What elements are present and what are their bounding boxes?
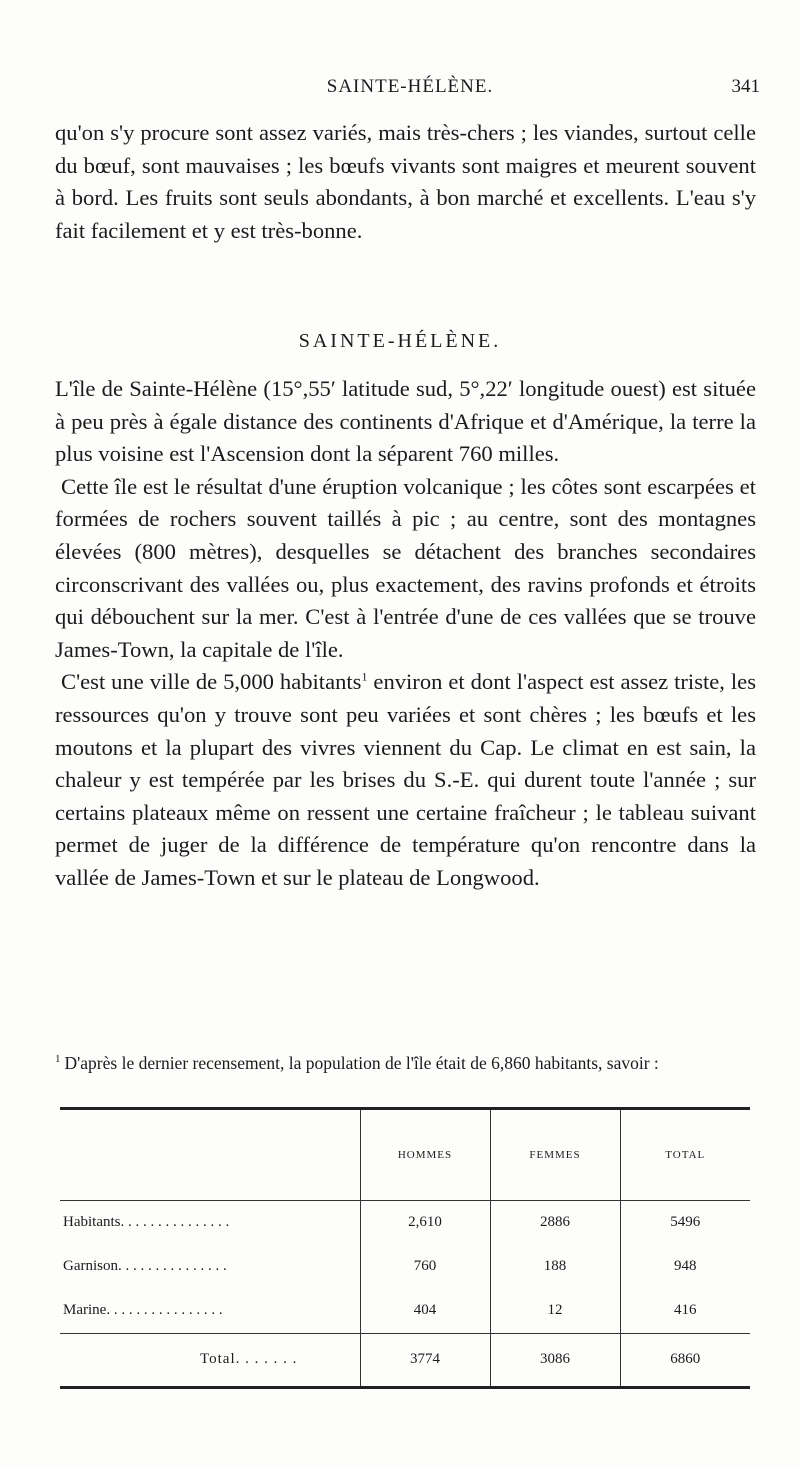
cell-total: 5496 <box>620 1201 750 1245</box>
cell-total: 416 <box>620 1289 750 1333</box>
paragraph-town <box>55 666 756 894</box>
total-total: 6860 <box>620 1333 750 1386</box>
row-label: Garnison. . . . . . . . . . . . . . . <box>63 1258 227 1275</box>
header-hommes: HOMMES <box>360 1110 490 1201</box>
header-femmes: FEMMES <box>490 1110 620 1201</box>
header-label-cell <box>60 1110 360 1201</box>
page-number: 341 <box>731 76 760 97</box>
total-label: Total. . . . . . . <box>60 1333 360 1386</box>
footnote-reference: 1 <box>361 669 368 684</box>
paragraph-geology: Cette île est le résultat d'une éruption volcanique ; les côtes sont escarpées et formées de rochers souvent taillés à pic ; au centre, sont des montagnes élevées (800 mètres), desquelles se détachent des branches secondaires circonscrivant des vallées ou, plus exactement, des ravins profonds et étroits qui débouchent sur la mer. C'est à l'entrée d'une de ces vallées que se trouve James-Town, la capitale de l'île. <box>55 473 756 662</box>
footnote-text: D'après le dernier recensement, la population de l'île était de 6,860 habitants, savoir : <box>64 1052 659 1073</box>
table-row <box>60 1245 750 1289</box>
footnote <box>55 1048 756 1074</box>
cell-hommes: 404 <box>360 1289 490 1333</box>
footnote-mark: 1 <box>55 1053 61 1065</box>
header-total: TOTAL <box>620 1110 750 1201</box>
table-header-row <box>60 1110 750 1201</box>
paragraph-text: qu'on s'y procure sont assez variés, mais très-chers ; les viandes, surtout celle du bœuf, sont mauvaises ; les bœufs vivants sont maigres et meurent souvent à bord. Les fruits sont seuls abondants, à bon marché et excellents. L'eau s'y fait facilement et y est très-bonne. <box>55 120 756 243</box>
paragraph-town-start: C'est une ville de 5,000 habitants <box>61 669 362 695</box>
table-total-row <box>60 1333 750 1386</box>
section-body <box>55 373 756 895</box>
paragraph-location: L'île de Sainte-Hélène (15°,55′ latitude sud, 5°,22′ longitude ouest) est située à peu près à égale distance des continents d'Afrique et d'Amérique, la terre la plus voisine est l'Ascension dont la séparent 760 milles. <box>55 376 756 467</box>
cell-hommes: 2,610 <box>360 1201 490 1245</box>
running-head <box>60 76 760 106</box>
table-row <box>60 1201 750 1245</box>
cell-femmes: 2886 <box>490 1201 620 1245</box>
cell-femmes: 188 <box>490 1245 620 1289</box>
row-label: Habitants. . . . . . . . . . . . . . . <box>63 1214 230 1231</box>
continued-paragraph <box>55 117 756 247</box>
total-femmes: 3086 <box>490 1333 620 1386</box>
section-title: SAINTE-HÉLÈNE. <box>298 330 502 352</box>
cell-total: 948 <box>620 1245 750 1289</box>
row-label: Marine. . . . . . . . . . . . . . . . <box>63 1302 223 1319</box>
total-hommes: 3774 <box>360 1333 490 1386</box>
cell-femmes: 12 <box>490 1289 620 1333</box>
table-row <box>60 1289 750 1333</box>
running-head-title: SAINTE-HÉLÈNE. <box>326 76 494 97</box>
population-table <box>60 1107 750 1389</box>
paragraph-town-rest: environ et dont l'aspect est assez triste, les ressources qu'on y trouve sont peu variées et sont chères ; les bœufs et les moutons et la plupart des vivres viennent du Cap. Le climat en est sain, la chaleur y est tempérée par les brises du S.-E. qui durent toute l'année ; sur certains plateaux même on ressent une certaine fraîcheur ; le tableau suivant permet de juger de la différence de température qu'on rencontre dans la vallée de James-Town et sur le plateau de Longwood. <box>55 669 756 890</box>
population-table-grid <box>60 1110 750 1386</box>
cell-hommes: 760 <box>360 1245 490 1289</box>
